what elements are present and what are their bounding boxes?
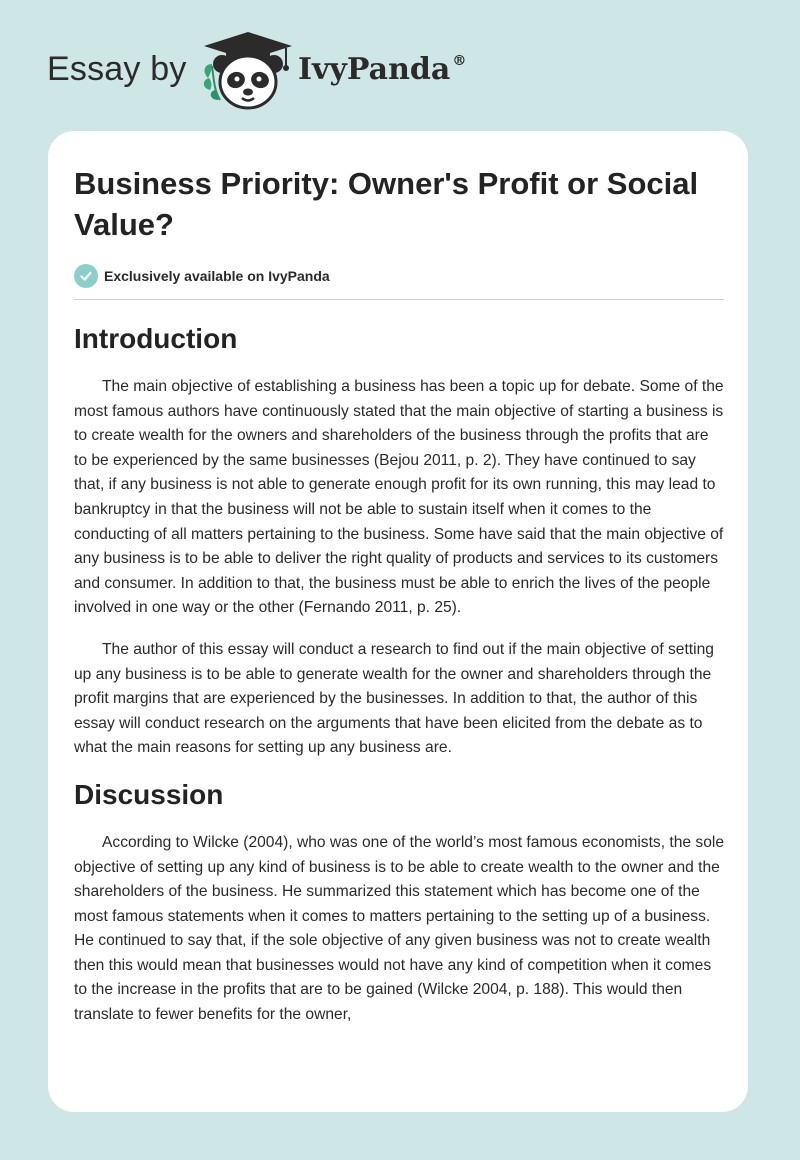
section-heading-discussion: Discussion — [74, 778, 224, 810]
trademark-symbol: ® — [452, 53, 467, 69]
site-header — [0, 0, 800, 130]
introduction-paragraph-2: The author of this essay will conduct a research to find out if the main objective of setting up any business is to be able to generate wealth for the owner and shareholders through the profit margins that are experienced by the businesses. In addition to that, the author of this essay will conduct research on the arguments that have been elicited from the debate as to what the main reasons for setting up any business are. — [74, 640, 714, 757]
exclusive-badge — [74, 263, 724, 289]
introduction-paragraph-1: The main objective of establishing a business has been a topic up for debate. Some of the most famous authors have continuously stated that the main objective of starting a business is to create wealth for the owners and shareholders of the business through the profits that are to be experienced by the same businesses (Bejou 2011, p. 2). They have continued to say that, if any business is not able to generate enough profit for its own running, this may lead to bankruptcy in that the business will not be able to sustain itself when it comes to the conducting of all matters pertaining to the business. Some have said that the main objective of any business is to be able to deliver the right quality of products and services to its customers and consumer. In addition to that, the business must be able to enrich the lives of the people involved in one way or the other (Fernando 2011, p. 25). — [74, 378, 724, 617]
essay-by-label: Essay by — [47, 50, 187, 88]
article-card — [48, 131, 748, 1112]
brand-name-text[interactable]: IvyPanda — [298, 52, 451, 87]
panda-graduation-cap-icon[interactable] — [200, 30, 296, 112]
discussion-paragraph-1: According to Wilcke (2004), who was one of the world’s most famous economists, the sole objective of setting up any kind of business is to be able to create wealth to the owner and the shareholders of the business. He summarized this statement which has become one of the most famous statements when it comes to matters pertaining to the setting up of a business. He continued to say that, if the sole objective of any given business was not to create wealth then this would mean that businesses would not have any kind of competition when it comes to the increase in the profits that are to be gained (Wilcke 2004, p. 188). This would then translate to fewer benefits for the owner, — [74, 833, 725, 1024]
section-heading-introduction: Introduction — [74, 323, 238, 354]
check-circle-icon — [74, 264, 98, 288]
brand-name[interactable] — [298, 52, 466, 87]
article-content — [74, 163, 724, 1028]
exclusive-badge-text: Exclusively available on IvyPanda — [104, 268, 330, 284]
article-title: Business Priority: Owner's Profit or Social Value? — [74, 166, 699, 242]
title-divider — [74, 299, 724, 300]
